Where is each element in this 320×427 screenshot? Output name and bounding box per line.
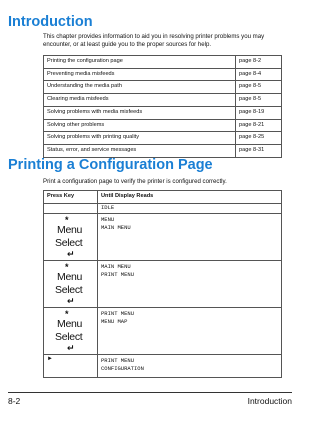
- topic-label: Solving problems with media misfeeds: [44, 106, 236, 119]
- star-icon: *: [65, 261, 69, 272]
- table-row: [44, 307, 282, 354]
- footer-chapter-name: Introduction: [247, 396, 292, 406]
- menu-label: Menu: [57, 223, 83, 236]
- menu-label: Menu: [57, 270, 83, 283]
- press-key-header: Press Key: [44, 191, 98, 204]
- key-sequence-table: [43, 190, 282, 378]
- page-reference: page 8-5: [236, 81, 282, 94]
- select-label: Select: [55, 236, 83, 249]
- menu-label: Menu: [57, 317, 83, 330]
- enter-icon: ↵: [67, 342, 75, 353]
- contents-table: [43, 55, 282, 158]
- table-row: [44, 56, 282, 69]
- select-label: Select: [55, 283, 83, 296]
- table-row: [44, 106, 282, 119]
- topic-label: Understanding the media path: [44, 81, 236, 94]
- page-reference: page 8-31: [236, 144, 282, 157]
- page-number: 8-2: [8, 396, 21, 406]
- table-row: [44, 132, 282, 145]
- star-icon: *: [65, 214, 69, 225]
- footer-rule: [8, 392, 292, 393]
- display-reads-header: Until Display Reads: [98, 191, 282, 204]
- display-text: MENU MAIN MENU: [98, 213, 282, 260]
- page-reference: page 8-21: [236, 119, 282, 132]
- key-cell-empty: [44, 203, 98, 213]
- topic-label: Solving other problems: [44, 119, 236, 132]
- star-icon: *: [65, 308, 69, 319]
- menu-select-key-icon: [47, 308, 87, 354]
- section-title-introduction: Introduction: [8, 14, 93, 30]
- page-reference: page 8-4: [236, 68, 282, 81]
- page-reference: page 8-5: [236, 94, 282, 107]
- table-row: [44, 144, 282, 157]
- table-row: [44, 68, 282, 81]
- menu-select-key-icon: [47, 214, 87, 260]
- enter-icon: ↵: [67, 295, 75, 306]
- table-row: [44, 354, 282, 377]
- display-text: PRINT MENU MENU MAP: [98, 307, 282, 354]
- page-reference: page 8-25: [236, 132, 282, 145]
- play-icon: ►: [47, 355, 53, 362]
- key-cell: [44, 260, 98, 307]
- topic-label: Status, error, and service messages: [44, 144, 236, 157]
- table-header-row: [44, 191, 282, 204]
- select-label: Select: [55, 330, 83, 343]
- display-text: IDLE: [98, 203, 282, 213]
- table-row: [44, 260, 282, 307]
- topic-label: Preventing media misfeeds: [44, 68, 236, 81]
- table-row: [44, 203, 282, 213]
- enter-icon: ↵: [67, 248, 75, 259]
- key-cell: [44, 354, 98, 377]
- topic-label: Printing the configuration page: [44, 56, 236, 69]
- introduction-paragraph: This chapter provides information to aid you in resolving printer problems you may encounter, or at least guide you to the proper sources for help.: [43, 33, 265, 49]
- table-row: [44, 81, 282, 94]
- display-text: MAIN MENU PRINT MENU: [98, 260, 282, 307]
- key-cell: [44, 307, 98, 354]
- page-reference: page 8-2: [236, 56, 282, 69]
- configuration-intro-paragraph: Print a configuration page to verify the printer is configured correctly.: [43, 178, 227, 185]
- topic-label: Clearing media misfeeds: [44, 94, 236, 107]
- table-row: [44, 94, 282, 107]
- display-text: PRINT MENU CONFIGURATION: [98, 354, 282, 377]
- section-title-configuration-page: Printing a Configuration Page: [8, 157, 213, 173]
- table-row: [44, 119, 282, 132]
- topic-label: Solving problems with printing quality: [44, 132, 236, 145]
- key-cell: [44, 213, 98, 260]
- page-reference: page 8-19: [236, 106, 282, 119]
- menu-select-key-icon: [47, 261, 87, 307]
- table-row: [44, 213, 282, 260]
